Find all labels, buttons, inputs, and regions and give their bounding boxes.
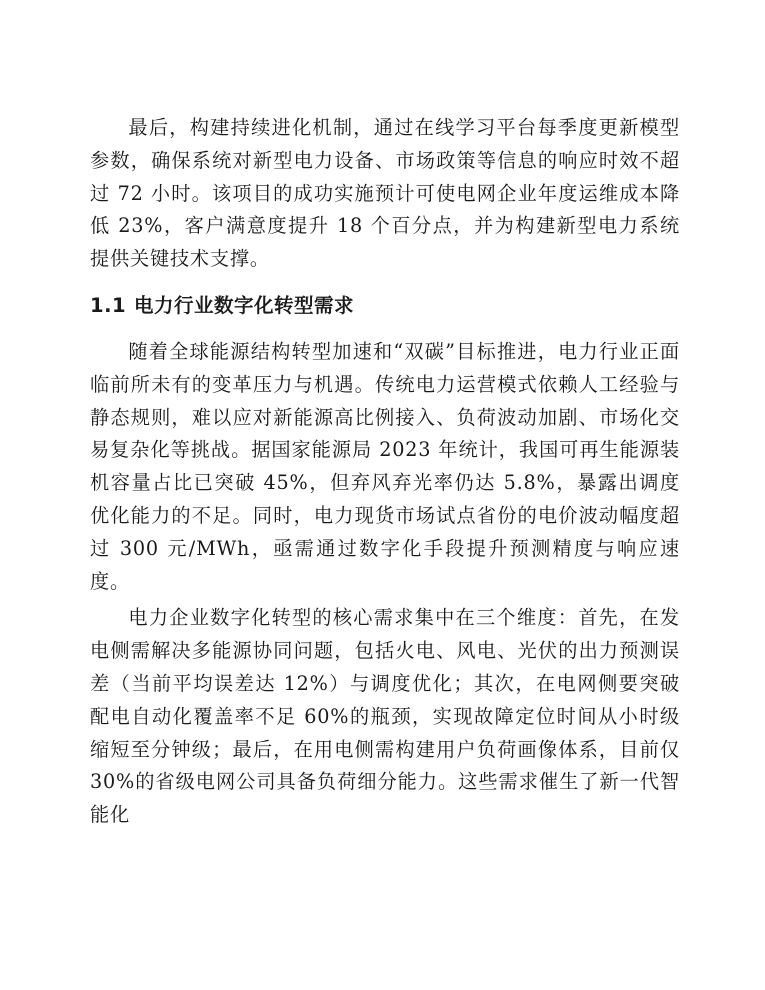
- body-paragraph-2: 电力企业数字化转型的核心需求集中在三个维度：首先，在发电侧需解决多能源协同问题，包括火电、风电、光伏的出力预测误差（当前平均误差达 12%）与调度优化；其次，在电网侧要突破配电自动化覆盖率不足 60%的瓶颈，实现故障定位时间从小时级缩短至分钟级；最后，在用电侧需构建用户负荷画像体系，目前仅 30%的省级电网公司具备负荷细分能力。这些需求催生了新一代智能化: [90, 606, 680, 827]
- section-number: 1.1: [90, 293, 127, 317]
- document-page: [90, 112, 680, 832]
- section-title: 电力行业数字化转型需求: [134, 293, 355, 317]
- intro-paragraph: 最后，构建持续进化机制，通过在线学习平台每季度更新模型参数，确保系统对新型电力设备、市场政策等信息的响应时效不超过 72 小时。该项目的成功实施预计可使电网企业年度运维成本降低 23%，客户满意度提升 18 个百分点，并为构建新型电力系统提供关键技术支撑。: [90, 116, 680, 271]
- body-paragraph-1: 随着全球能源结构转型加速和“双碳”目标推进，电力行业正面临前所未有的变革压力与机遇。传统电力运营模式依赖人工经验与静态规则，难以应对新能源高比例接入、负荷波动加剧、市场化交易复杂化等挑战。据国家能源局 2023 年统计，我国可再生能源装机容量占比已突破 45%，但弃风弃光率仍达 5.8%，暴露出调度优化能力的不足。同时，电力现货市场试点省份的电价波动幅度超过 300 元/MWh，亟需通过数字化手段提升预测精度与响应速度。: [90, 339, 680, 593]
- section-heading: [90, 290, 680, 322]
